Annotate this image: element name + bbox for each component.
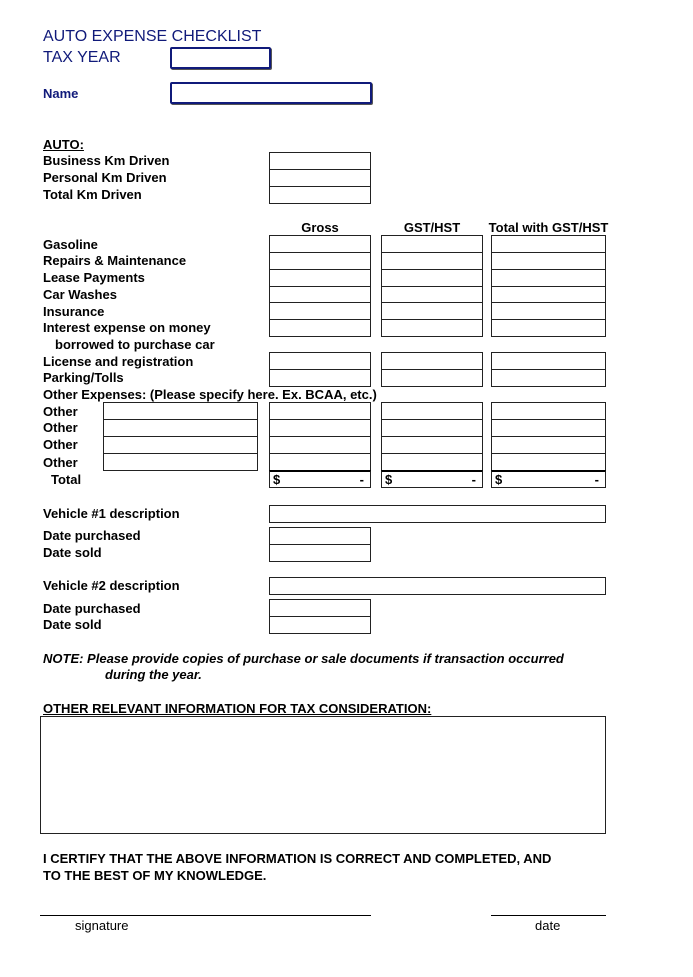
col-gst-header: GST/HST [403,220,461,235]
vehicle2-desc-input[interactable] [269,577,606,595]
other3-total-input[interactable] [491,436,606,454]
other3-gst-input[interactable] [381,436,483,454]
other-label-4: Other [43,455,78,470]
total-total-currency: $ [495,472,503,487]
other-info-textarea[interactable] [40,716,606,834]
personal-km-input[interactable] [269,169,371,187]
vehicle2-date-sold-label: Date sold [43,617,102,632]
other1-gst-input[interactable] [381,402,483,420]
signature-line[interactable] [40,915,371,916]
lease-gross-input[interactable] [269,269,371,287]
tax-year-input[interactable] [170,47,271,69]
total-gst-currency: $ [385,472,393,487]
repairs-total-input[interactable] [491,252,606,270]
other2-total-input[interactable] [491,419,606,437]
lease-gst-input[interactable] [381,269,483,287]
other2-gross-input[interactable] [269,419,371,437]
interest-gross-input[interactable] [269,319,371,337]
car-washes-label: Car Washes [43,287,117,302]
insurance-gross-input[interactable] [269,302,371,320]
gasoline-total-input[interactable] [491,235,606,253]
total-total-value: - [594,472,599,487]
other-label-2: Other [43,420,78,435]
vehicle2-date-purchased-label: Date purchased [43,601,141,616]
other1-gross-input[interactable] [269,402,371,420]
signature-label: signature [75,918,129,933]
lease-total-input[interactable] [491,269,606,287]
certify-line2: TO THE BEST OF MY KNOWLEDGE. [43,868,267,883]
vehicle2-date-purchased-input[interactable] [269,599,371,617]
name-label: Name [43,86,79,101]
vehicle2-date-sold-input[interactable] [269,616,371,634]
interest-gst-input[interactable] [381,319,483,337]
col-total-header: Total with GST/HST [488,220,609,235]
vehicle2-desc-label: Vehicle #2 description [43,578,180,593]
vehicle1-date-sold-label: Date sold [43,545,102,560]
parking-gross-input[interactable] [269,369,371,387]
license-total-input[interactable] [491,352,606,370]
total-total-cell [491,470,606,488]
auto-section-label: AUTO: [43,137,84,152]
license-gross-input[interactable] [269,352,371,370]
col-gross-header: Gross [301,220,339,235]
certify-line1: I CERTIFY THAT THE ABOVE INFORMATION IS CORRECT AND COMPLETED, AND [43,851,552,866]
other-desc-input-2[interactable] [103,419,258,437]
insurance-gst-input[interactable] [381,302,483,320]
vehicle1-date-sold-input[interactable] [269,544,371,562]
other4-gross-input[interactable] [269,453,371,471]
other-label-3: Other [43,437,78,452]
total-gst-cell [381,470,483,488]
other-expenses-heading: Other Expenses: (Please specify here. Ex. BCAA, etc.) [43,387,377,402]
repairs-gst-input[interactable] [381,252,483,270]
gasoline-label: Gasoline [43,237,98,252]
total-gst-value: - [471,472,476,487]
date-line[interactable] [491,915,606,916]
other2-gst-input[interactable] [381,419,483,437]
other-info-heading: OTHER RELEVANT INFORMATION FOR TAX CONSIDERATION: [43,701,432,716]
interest-label-line1: Interest expense on money [43,320,211,335]
total-gross-cell [269,470,371,488]
parking-gst-input[interactable] [381,369,483,387]
business-km-label: Business Km Driven [43,153,170,168]
vehicle1-date-purchased-label: Date purchased [43,528,141,543]
license-label: License and registration [43,354,194,369]
other-desc-input-3[interactable] [103,436,258,454]
tax-year-label: TAX YEAR [43,49,121,66]
other3-gross-input[interactable] [269,436,371,454]
business-km-input[interactable] [269,152,371,170]
other-label-1: Other [43,404,78,419]
vehicle1-desc-label: Vehicle #1 description [43,506,180,521]
insurance-label: Insurance [43,304,105,319]
total-gross-currency: $ [273,472,281,487]
repairs-gross-input[interactable] [269,252,371,270]
total-gross-value: - [359,472,364,487]
license-gst-input[interactable] [381,352,483,370]
other-desc-input-4[interactable] [103,453,258,471]
other4-total-input[interactable] [491,453,606,471]
interest-label-line2: borrowed to purchase car [55,337,215,352]
other4-gst-input[interactable] [381,453,483,471]
insurance-total-input[interactable] [491,302,606,320]
total-km-input[interactable] [269,186,371,204]
vehicle1-desc-input[interactable] [269,505,606,523]
lease-label: Lease Payments [43,270,145,285]
gasoline-gst-input[interactable] [381,235,483,253]
total-km-label: Total Km Driven [43,187,142,202]
vehicle1-date-purchased-input[interactable] [269,527,371,545]
date-label: date [535,918,561,933]
name-input[interactable] [170,82,372,104]
gasoline-gross-input[interactable] [269,235,371,253]
interest-total-input[interactable] [491,319,606,337]
other1-total-input[interactable] [491,402,606,420]
total-label: Total [51,472,82,487]
parking-label: Parking/Tolls [43,370,124,385]
note-line1: NOTE: Please provide copies of purchase or sale documents if transaction occurred [43,651,564,666]
parking-total-input[interactable] [491,369,606,387]
personal-km-label: Personal Km Driven [43,170,167,185]
page-title: AUTO EXPENSE CHECKLIST [43,28,262,45]
other-desc-input-1[interactable] [103,402,258,420]
note-line2: during the year. [105,667,202,682]
repairs-label: Repairs & Maintenance [43,253,187,268]
